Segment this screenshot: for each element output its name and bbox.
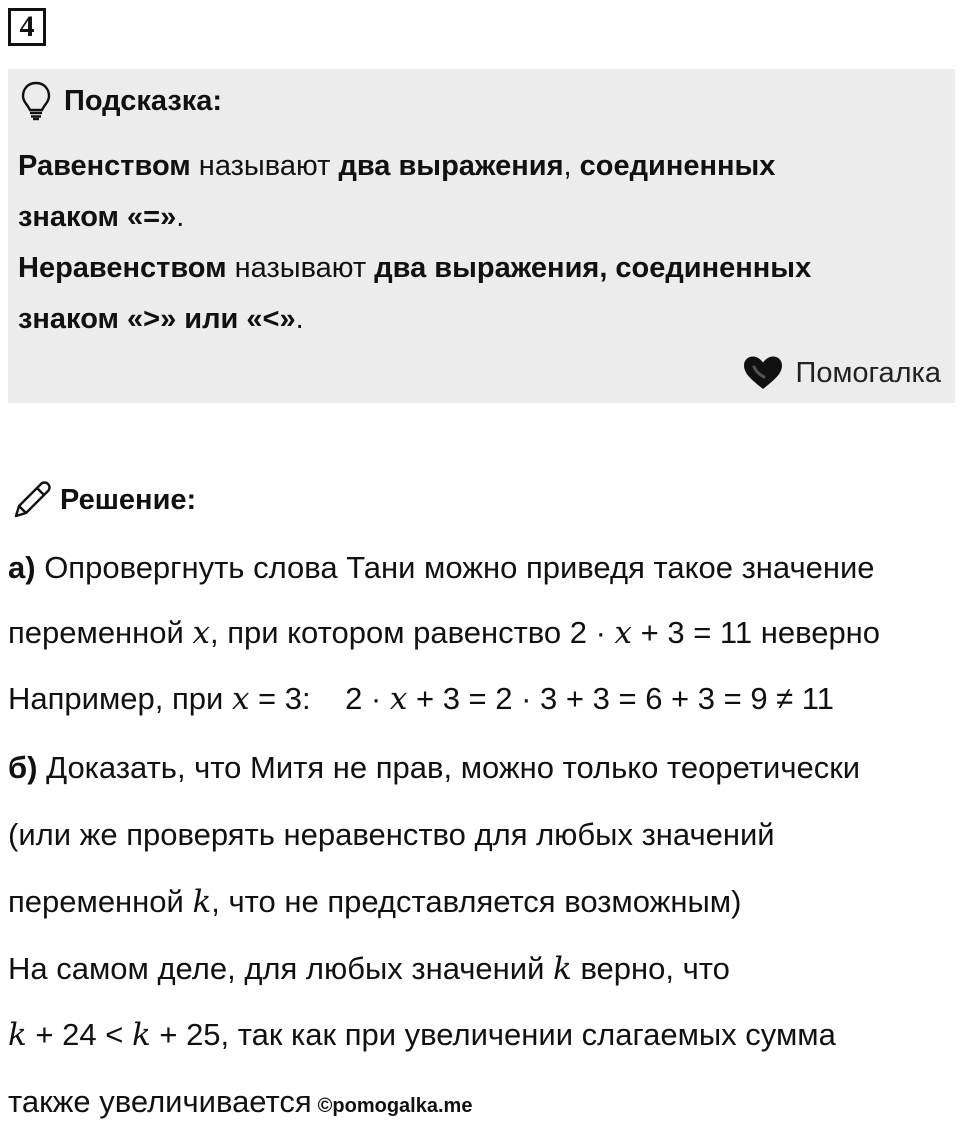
solution-text: (или же проверять неравенство для любых значений <box>8 817 775 852</box>
solution-text: верно, что <box>571 951 730 986</box>
hint-line-4 <box>18 294 948 345</box>
solution-text: + 3 = 2 · 3 + 3 = 6 + 3 = 9 ≠ 11 <box>407 681 834 716</box>
variable-x: x <box>192 615 210 651</box>
hint-line-3 <box>18 243 948 294</box>
watermark: ©pomogalka.me <box>317 1095 473 1117</box>
solution-b-line-2 <box>8 815 775 855</box>
term-connected: соединенных <box>579 150 776 182</box>
solution-text: Например, при <box>8 681 232 716</box>
part-b-label: б) <box>8 750 38 785</box>
hint-line-2 <box>18 192 948 243</box>
variable-k: k <box>553 951 572 987</box>
solution-b-line-1 <box>8 748 860 788</box>
term-two-expressions-connected: два выражения, соединенных <box>374 252 812 284</box>
hint-text-fragment: . <box>295 303 304 335</box>
solution-text: Опровергнуть слова Тани можно приведя такое значение <box>35 550 875 585</box>
term-inequality: Неравенством <box>18 252 227 284</box>
lightbulb-icon <box>20 81 52 121</box>
brand-name: Помогалка <box>795 356 941 389</box>
variable-k: k <box>8 1017 27 1053</box>
solution-text: переменной <box>8 615 193 650</box>
hint-text <box>18 141 948 345</box>
solution-text: также увеличивается <box>8 1084 312 1119</box>
solution-b-line-6 <box>8 1082 472 1125</box>
term-inequality-signs: знаком «>» или «<» <box>18 303 296 335</box>
solution-title: Решение: <box>60 483 197 516</box>
hint-line-1 <box>18 141 948 192</box>
solution-text: , что не представляется возможным) <box>211 884 742 919</box>
hint-title: Подсказка: <box>64 84 223 117</box>
term-equality: Равенством <box>18 150 191 182</box>
solution-b-line-4 <box>8 949 730 989</box>
part-a-label: а) <box>8 550 36 585</box>
solution-text: На самом деле, для любых значений <box>8 951 554 986</box>
brand-label <box>742 355 941 391</box>
hint-text-fragment: называют <box>190 150 339 182</box>
solution-text: , при котором равенство 2 · <box>209 615 615 650</box>
solution-text: переменной <box>8 884 193 919</box>
solution-a-line-2 <box>8 613 880 653</box>
variable-x: x <box>231 681 250 717</box>
solution-text: Доказать, что Митя не прав, можно только теоретически <box>37 750 861 785</box>
hint-header <box>20 81 222 121</box>
hint-box <box>8 69 955 403</box>
term-two-expressions: два выражения <box>338 150 564 182</box>
hint-text-fragment: . <box>176 201 185 233</box>
solution-text: + 24 < <box>26 1017 132 1052</box>
solution-text: = 3: 2 · <box>249 681 390 716</box>
variable-k: k <box>192 884 212 920</box>
variable-k: k <box>131 1017 151 1053</box>
term-equals-sign: знаком «=» <box>18 201 177 233</box>
solution-b-line-3 <box>8 882 741 922</box>
solution-a-line-3 <box>8 679 834 719</box>
hint-text-fragment: , <box>563 150 580 182</box>
solution-text: + 25, так как при увеличении слагаемых сумма <box>150 1017 836 1052</box>
variable-x: x <box>614 615 633 651</box>
solution-text: + 3 = 11 неверно <box>632 615 881 650</box>
variable-x: x <box>389 681 408 717</box>
heart-icon <box>742 355 784 391</box>
task-number: 4 <box>8 8 46 46</box>
solution-header <box>10 478 196 522</box>
pencil-icon <box>10 478 54 522</box>
hint-text-fragment: называют <box>226 252 375 284</box>
solution-a-line-1 <box>8 548 875 588</box>
solution-b-line-5 <box>8 1015 836 1055</box>
